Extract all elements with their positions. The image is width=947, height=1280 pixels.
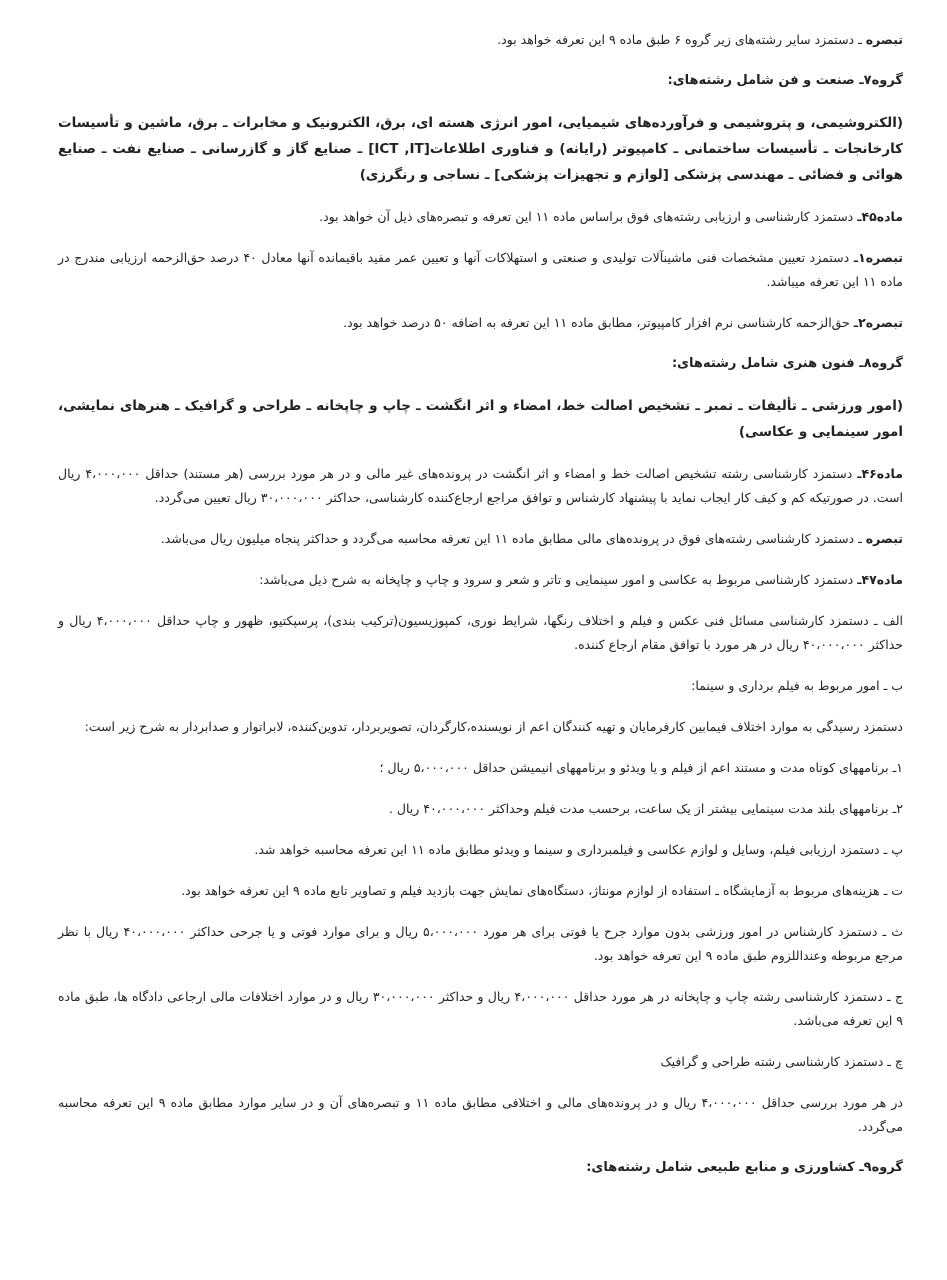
group7-fields-list: (الکتروشیمی، و پتروشیمی و فرآورده‌های شیمیایی، امور انرژی هسته ای، برق، الکترونیک و مخابرات ـ برق، ماشین و تأسیسات کارخانجات ـ تأسیسات ساختمانی ـ کامپیوتر (رایانه) و فناوری اطلاعات[ICT ,IT] ـ صنایع گاز و گازرسانی ـ صنایع نفت ـ صنایع هوائی و فضائی ـ مهندسی پزشکی [لوازم و تجهیزات پزشکی] ـ نساجی و رنگرزی) xyxy=(58,115,903,183)
article-47-item-be: ب ـ امور مربوط به فیلم برداری و سینما: xyxy=(691,678,903,693)
article-47-dispute-wages: دستمزد رسیدگی به موارد اختلاف فیمابین کارفرمایان و تهیه کنندگان اعم از نویسنده،کارگردان، تصویربردار، تدوین‌کننده، لابراتوار و صدابردار به شرح زیر است: xyxy=(84,719,903,734)
note-group6-wages: تبصره ـ دستمزد سایر رشته‌های زیر گروه ۶ طبق ماده ۹ این تعرفه خواهد بود. xyxy=(497,32,903,47)
article-47-item-se: ث ـ دستمزد کارشناس در امور ورزشی بدون موارد جرح یا فوتی برای هر مورد ۵،۰۰۰،۰۰۰ ریال و برای موارد فوتی و یا جرحی حداکثر ۴۰،۰۰۰،۰۰۰ ریال با نظر مرجع مربوطه وعنداللزوم طبق ماده ۹ این تعرفه خواهد بود. xyxy=(58,924,904,963)
article-47-item-pe: پ ـ دستمزد ارزیابی فیلم، وسایل و لوازم عکاسی و فیلمبرداری و سینما و ویدئو مطابق ماده ۱۱ این تعرفه محاسبه خواهد شد. xyxy=(254,842,903,857)
article-47-item-che: چ ـ دستمزد کارشناسی رشته طراحی و گرافیک xyxy=(660,1054,903,1069)
article-47-item-che-detail: در هر مورد بررسی حداقل ۴،۰۰۰،۰۰۰ ریال و در پرونده‌های مالی و اختلافی مطابق ماده ۱۱ و تبصره‌های آن و در سایر موارد مطابق ماده ۹ این تعرفه محاسبه می‌گردد. xyxy=(58,1095,903,1134)
article-46: ماده۴۶ـ دستمزد کارشناسی رشته تشخیص اصالت خط و امضاء و اثر انگشت در پرونده‌های غیر مالی و در هر مورد بررسی (هر مستند) حداقل ۴،۰۰۰،۰۰۰ ریال است. در صورتیکه کم و کیف کار ایجاب نماید با پیشنهاد کارشناس و توافق مراجع ارجاع‌کننده کارشناسی، حداکثر ۳۰،۰۰۰،۰۰۰ ریال تعیین می‌گردد. xyxy=(58,466,903,505)
article-45: ماده۴۵ـ دستمزد کارشناسی و ارزیابی رشته‌های فوق براساس ماده ۱۱ این تعرفه و تبصره‌های ذیل آن خواهد بود. xyxy=(319,209,903,224)
article-47-item-alef: الف ـ دستمزد کارشناسی مسائل فنی عکس و فیلم و اختلاف رنگها، شرایط نوری، کمپوزیسیون(ترکیب بندی)، پرسپکتیو، ظهور و چاپ حداقل ۴،۰۰۰،۰۰۰ ریال و حداکثر ۴۰،۰۰۰،۰۰۰ ریال در هر مورد با توافق مقام ارجاع کننده. xyxy=(58,613,903,652)
article-47: ماده۴۷ـ دستمزد کارشناسی مربوط به عکاسی و امور سینمایی و تاتر و شعر و سرود و چاپ و چاپخانه به شرح ذیل می‌باشد: xyxy=(259,572,903,587)
article-47-item-jim: ج ـ دستمزد کارشناسی رشته چاپ و چاپخانه در هر مورد حداقل ۴،۰۰۰،۰۰۰ ریال و حداکثر ۳۰،۰۰۰،۰۰۰ ریال و در موارد اختلافات مالی ارجاعی دادگاه ها، طبق ماده ۹ این تعرفه می‌باشد. xyxy=(58,989,904,1028)
article-47-list-item-1: ۱ـ برنامههای کوتاه مدت و مستند اعم از فیلم و یا ویدئو و برنامههای انیمیشن حداقل ۵،۰۰۰،۰۰۰ ریال ؛ xyxy=(379,760,903,775)
article-46-note: تبصره ـ دستمزد کارشناسی رشته‌های فوق در پرونده‌های مالی مطابق ماده ۱۱ این تعرفه محاسبه می‌گردد و حداکثر پنجاه میلیون ریال می‌باشد. xyxy=(160,531,903,546)
article-47-item-te: ت ـ هزینه‌های مربوط به آزمایشگاه ـ استفاده از لوازم مونتاژ، دستگاه‌های نمایش جهت بازدید فیلم و تصاویر تابع ماده ۹ این تعرفه خواهد بود. xyxy=(181,883,903,898)
group8-heading: گروه۸ـ فنون هنری شامل رشته‌های: xyxy=(671,356,903,371)
article-45-note-2: تبصره۲ـ حق‌الزحمه کارشناسی نرم افزار کامپیوتر، مطابق ماده ۱۱ این تعرفه به اضافه ۵۰ درصد خواهد بود. xyxy=(343,315,903,330)
article-47-list-item-2: ۲ـ برنامههای بلند مدت سینمایی بیشتر از یک ساعت، برحسب مدت فیلم وحداکثر ۴۰،۰۰۰،۰۰۰ ریال . xyxy=(388,801,903,816)
group7-heading: گروه۷ـ صنعت و فن شامل رشته‌های: xyxy=(667,73,903,88)
article-45-note-1: تبصره۱ـ دستمزد تعیین مشخصات فنی ماشینآلات تولیدی و صنعتی و استهلاکات آنها و تعیین عمر مفید باقیمانده آنها معادل ۴۰ درصد حق‌الزحمه ارزیابی مندرج در ماده ۱۱ این تعرفه میباشد. xyxy=(58,250,903,289)
group8-fields-list: (امور ورزشی ـ تألیفات ـ تمبر ـ تشخیص اصالت خط، امضاء و اثر انگشت ـ چاپ و چاپخانه ـ طراحی و گرافیک ـ هنرهای نمایشی، امور سینمایی و عکاسی) xyxy=(58,398,903,440)
group9-heading: گروه۹ـ کشاورزی و منابع طبیعی شامل رشته‌های: xyxy=(586,1160,903,1175)
